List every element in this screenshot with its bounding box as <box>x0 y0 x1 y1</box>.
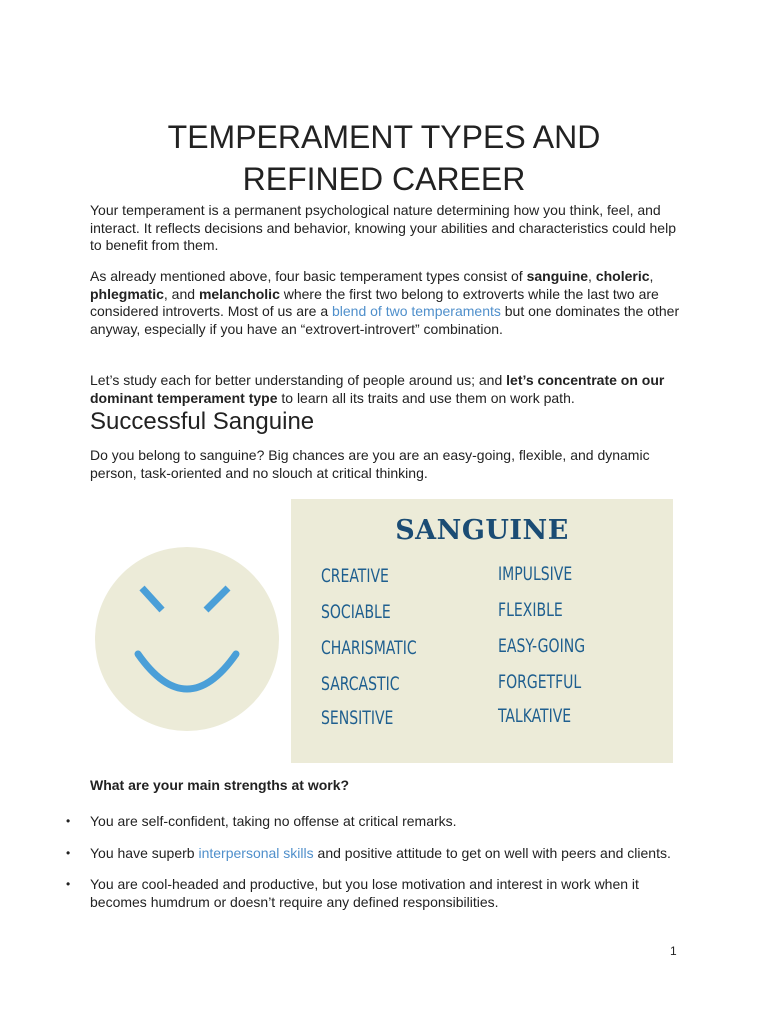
trait-easy-going: EASY-GOING <box>498 635 586 657</box>
section-heading-sanguine: Successful Sanguine <box>90 408 315 435</box>
card-title: SANGUINE <box>395 515 569 546</box>
para2-text-2: , and <box>163 285 199 302</box>
trait-sarcastic: SARCASTIC <box>321 673 400 695</box>
page-title <box>90 116 678 200</box>
trait-flexible: FLEXIBLE <box>498 599 563 621</box>
trait-talkative: TALKATIVE <box>498 705 572 727</box>
bullet-2-text-1: You have superb <box>90 844 199 861</box>
title-line-2: REFINED CAREER <box>242 161 526 197</box>
bullet-1-text: You are self-confident, taking no offense at critical remarks. <box>90 813 457 829</box>
page-number: 1 <box>670 944 677 958</box>
sanguine-traits-card <box>291 499 673 763</box>
trait-impulsive: IMPULSIVE <box>498 563 573 585</box>
melancholic-term: melancholic <box>198 285 280 302</box>
para2-text-4: but one dominates the other anyway, especially if you have an “extrovert-introvert” combination. <box>90 303 680 337</box>
para2-text-1: As already mentioned above, four basic temperament types consist of <box>90 268 527 284</box>
strengths-question: What are your main strengths at work? <box>90 777 350 793</box>
para2-sep-2: , <box>649 268 654 284</box>
bullet-2-text-2: and positive attitude to get on well with peers and clients. <box>313 844 671 861</box>
para2-text-3: where the first two belong to extroverts while the last two are considered introverts. Most of us are a <box>90 285 659 319</box>
trait-creative: CREATIVE <box>321 565 389 587</box>
trait-forgetful: FORGETFUL <box>498 671 582 693</box>
para3-text-2: to learn all its traits and use them on work path. <box>277 389 575 406</box>
temperament-types-paragraph <box>90 268 690 338</box>
trait-charismatic: CHARISMATIC <box>321 637 417 659</box>
sanguine-term: sanguine <box>526 268 589 284</box>
study-paragraph <box>90 372 690 407</box>
list-item <box>66 876 676 911</box>
smiley-face-illustration <box>94 546 280 732</box>
interpersonal-skills-link[interactable]: interpersonal skills <box>198 844 314 861</box>
title-line-1: TEMPERAMENT TYPES AND <box>167 119 601 155</box>
strengths-list <box>66 813 676 925</box>
intro-paragraph: Your temperament is a permanent psychological nature determining how you think, feel, and interact. It reflects decisions and behavior, knowing your abilities and characteristics could help to benefit from them. <box>90 202 676 253</box>
face-circle <box>95 547 279 731</box>
para3-text-1: Let’s study each for better understanding of people around us; and <box>90 372 507 388</box>
dominant-type-emphasis: let’s concentrate on our dominant temperament type <box>90 372 665 406</box>
list-item <box>66 813 676 831</box>
sanguine-intro-paragraph: Do you belong to sanguine? Big chances are you are an easy-going, flexible, and dynamic person, task-oriented and no slouch at critical thinking. <box>90 447 650 481</box>
phlegmatic-term: phlegmatic <box>90 285 164 302</box>
para2-sep-1: , <box>588 268 596 284</box>
trait-sensitive: SENSITIVE <box>321 707 394 729</box>
choleric-term: choleric <box>595 268 650 284</box>
trait-sociable: SOCIABLE <box>321 601 391 623</box>
blend-of-two-temperaments-link[interactable]: blend of two temperaments <box>332 303 501 319</box>
list-item <box>66 845 676 863</box>
bullet-3-text: You are cool-headed and productive, but you lose motivation and interest in work when it becomes humdrum or doesn’t require any defined responsibilities. <box>90 876 639 910</box>
